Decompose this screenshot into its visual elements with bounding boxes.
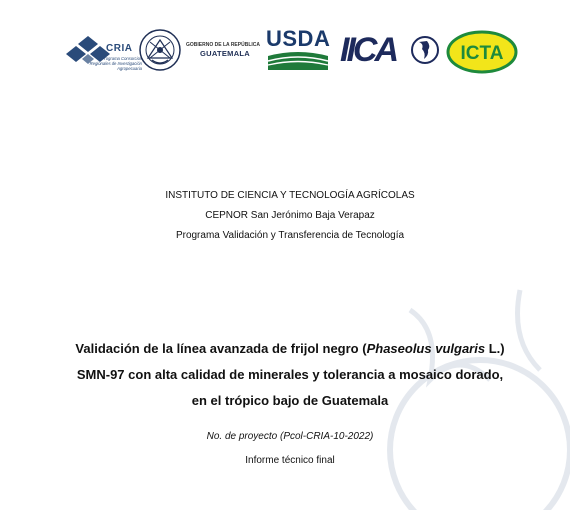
- cria-logo: [66, 30, 142, 76]
- usda-logo: [266, 26, 330, 72]
- usda-wordmark: USDA: [266, 26, 331, 51]
- title-scientific-name: Phaseolus vulgaris: [366, 341, 486, 356]
- project-value: (Pcol-CRIA-10-2022): [277, 431, 374, 442]
- report-type: Informe técnico final: [245, 455, 335, 466]
- center-name: CEPNOR San Jerónimo Baja Verapaz: [205, 210, 375, 221]
- icta-wordmark: ICTA: [460, 43, 504, 64]
- document-title: [0, 336, 580, 414]
- title-line-1-post: L.): [485, 341, 505, 356]
- icta-logo: [446, 30, 518, 74]
- iica-wordmark: IICA: [340, 31, 396, 69]
- usda-hills-icon: [266, 50, 330, 72]
- guatemala-logo-text: [186, 42, 264, 58]
- guatemala-seal-icon: [138, 28, 182, 72]
- title-line-1-pre: Validación de la línea avanzada de frijol negro (: [75, 341, 367, 356]
- institution-name: INSTITUTO DE CIENCIA Y TECNOLOGÍA AGRÍCOLAS: [165, 190, 415, 201]
- institution-header: [0, 186, 580, 246]
- globe-icon: [410, 35, 440, 65]
- guatemala-line1: GOBIERNO DE LA REPÚBLICA: [186, 42, 260, 48]
- title-line-2: SMN-97 con alta calidad de minerales y tolerancia a mosaico dorado,: [76, 367, 504, 382]
- project-label: No. de proyecto: [206, 431, 278, 442]
- title-line-1: [0, 336, 580, 362]
- iica-logo: [338, 30, 442, 74]
- cria-subtitle: Programa Consorcios Regionales de Investigación Agropecuaria: [89, 56, 142, 71]
- cria-name: CRIA: [106, 43, 133, 54]
- guatemala-line2: GUATEMALA: [199, 49, 251, 58]
- logo-row: [0, 0, 580, 90]
- program-name: Programa Validación y Transferencia de Tecnología: [175, 230, 405, 241]
- title-line-3: en el trópico bajo de Guatemala: [191, 393, 389, 408]
- project-number: [0, 430, 580, 444]
